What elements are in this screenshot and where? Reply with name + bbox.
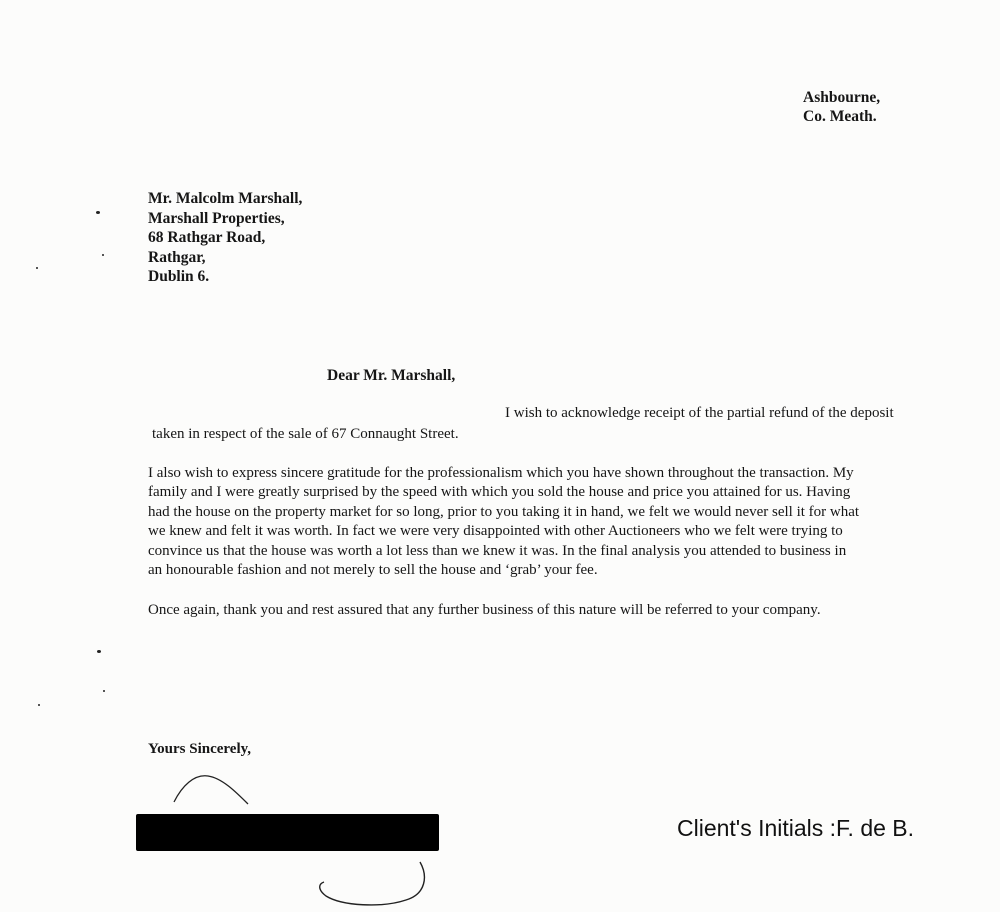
- recipient-address-line: Mr. Malcolm Marshall,: [148, 190, 303, 207]
- paragraph-2-line: convince us that the house was worth a lot less than we knew it was. In the final analysis you attended to business in: [148, 542, 847, 559]
- signature-stroke-top: [168, 772, 252, 806]
- closing: Yours Sincerely,: [148, 741, 252, 757]
- redacted-signature: [136, 814, 439, 851]
- sender-address-line: Co. Meath.: [803, 108, 877, 125]
- scan-speck: [38, 704, 40, 706]
- signature-stroke-bottom: [312, 858, 436, 912]
- scan-speck: [102, 254, 104, 256]
- paragraph-2: [148, 464, 948, 580]
- scan-speck: [103, 690, 105, 692]
- recipient-address-line: 68 Rathgar Road,: [148, 229, 266, 246]
- scan-speck: [97, 650, 101, 653]
- scan-speck: [36, 267, 38, 269]
- paragraph-3: Once again, thank you and rest assured that any further business of this nature will be referred to your company.: [148, 602, 821, 618]
- recipient-address: [148, 189, 302, 287]
- client-initials: Client's Initials :F. de B.: [677, 815, 915, 841]
- paragraph-2-line: I also wish to express sincere gratitude for the professionalism which you have shown throughout the transaction. My: [148, 465, 854, 481]
- paragraph-2-line: an honourable fashion and not merely to sell the house and ‘grab’ your fee.: [148, 562, 598, 579]
- recipient-address-line: Rathgar,: [148, 248, 206, 266]
- paragraph-2-line: had the house on the property market for so long, prior to you taking it in hand, we felt we would never sell it for what: [148, 503, 860, 520]
- recipient-address-line: Dublin 6.: [148, 268, 210, 285]
- paragraph-2-line: we knew and felt it was worth. In fact we were very disappointed with other Auctioneers who we felt were trying to: [148, 523, 843, 540]
- paragraph-1-line: I wish to acknowledge receipt of the partial refund of the deposit: [505, 405, 894, 421]
- sender-address-line: Ashbourne,: [803, 89, 881, 106]
- paragraph-1-line: taken in respect of the sale of 67 Connaught Street.: [152, 426, 459, 442]
- recipient-address-line: Marshall Properties,: [148, 209, 285, 227]
- salutation: Dear Mr. Marshall,: [327, 367, 456, 384]
- paragraph-2-line: family and I were greatly surprised by the speed with which you sold the house and price you attained for us. Having: [148, 484, 851, 501]
- sender-address: [803, 88, 880, 126]
- scan-speck: [96, 211, 100, 214]
